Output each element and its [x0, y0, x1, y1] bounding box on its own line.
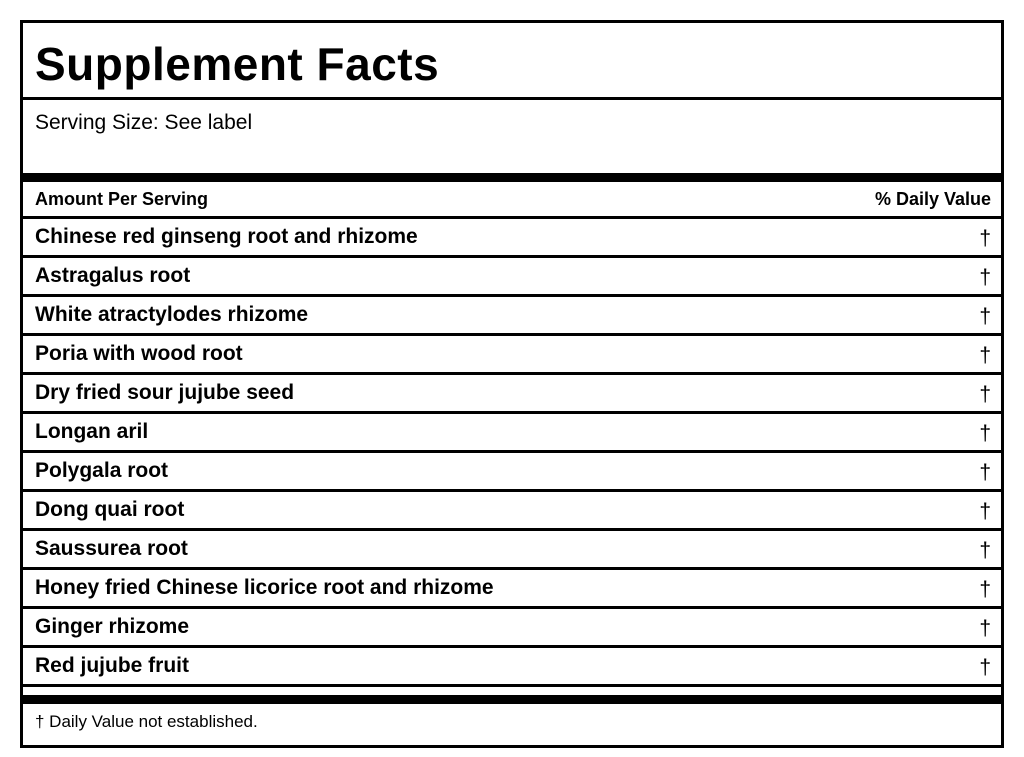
title-section — [23, 23, 1001, 100]
ingredient-name: Chinese red ginseng root and rhizome — [35, 225, 418, 248]
ingredient-name: Astragalus root — [35, 264, 191, 287]
daily-value-mark: † — [979, 383, 991, 406]
ingredient-name: Longan aril — [35, 420, 149, 443]
ingredient-row — [23, 375, 1001, 414]
ingredient-name: Honey fried Chinese licorice root and rhizome — [35, 576, 494, 599]
daily-value-mark: † — [979, 344, 991, 367]
ingredient-name: Polygala root — [35, 459, 169, 482]
daily-value-mark: † — [979, 539, 991, 562]
ingredient-row — [23, 297, 1001, 336]
daily-value-mark: † — [979, 578, 991, 601]
ingredient-row — [23, 531, 1001, 570]
daily-value-mark: † — [979, 461, 991, 484]
ingredient-row — [23, 258, 1001, 297]
ingredient-name: Dry fried sour jujube seed — [35, 381, 295, 404]
daily-value-mark: † — [979, 617, 991, 640]
column-header-row — [23, 182, 1001, 219]
supplement-facts-label — [20, 20, 1004, 748]
row-spacer — [23, 687, 1001, 695]
ingredient-name: Ginger rhizome — [35, 615, 190, 638]
daily-value-header: % Daily Value — [874, 189, 991, 209]
thick-divider-top — [23, 173, 1001, 182]
ingredient-name: White atractylodes rhizome — [35, 303, 309, 326]
ingredient-name: Dong quai root — [35, 498, 185, 521]
ingredient-row — [23, 219, 1001, 258]
ingredient-row — [23, 648, 1001, 687]
ingredient-name: Saussurea root — [35, 537, 188, 560]
serving-section — [23, 100, 1001, 173]
ingredient-row — [23, 609, 1001, 648]
footnote: † Daily Value not established. — [35, 712, 258, 731]
ingredient-row — [23, 336, 1001, 375]
daily-value-mark: † — [979, 227, 991, 250]
footnote-section — [23, 704, 1001, 740]
daily-value-mark: † — [979, 422, 991, 445]
amount-per-serving-header: Amount Per Serving — [35, 189, 209, 209]
ingredient-name: Poria with wood root — [35, 342, 243, 365]
ingredient-row — [23, 414, 1001, 453]
ingredient-name: Red jujube fruit — [35, 654, 189, 677]
serving-size: Serving Size: See label — [35, 111, 253, 134]
label-title: Supplement Facts — [35, 38, 440, 90]
ingredient-row — [23, 570, 1001, 609]
daily-value-mark: † — [979, 305, 991, 328]
daily-value-mark: † — [979, 500, 991, 523]
ingredient-row — [23, 453, 1001, 492]
thick-divider-bottom — [23, 695, 1001, 704]
daily-value-mark: † — [979, 656, 991, 679]
ingredient-row — [23, 492, 1001, 531]
daily-value-mark: † — [979, 266, 991, 289]
